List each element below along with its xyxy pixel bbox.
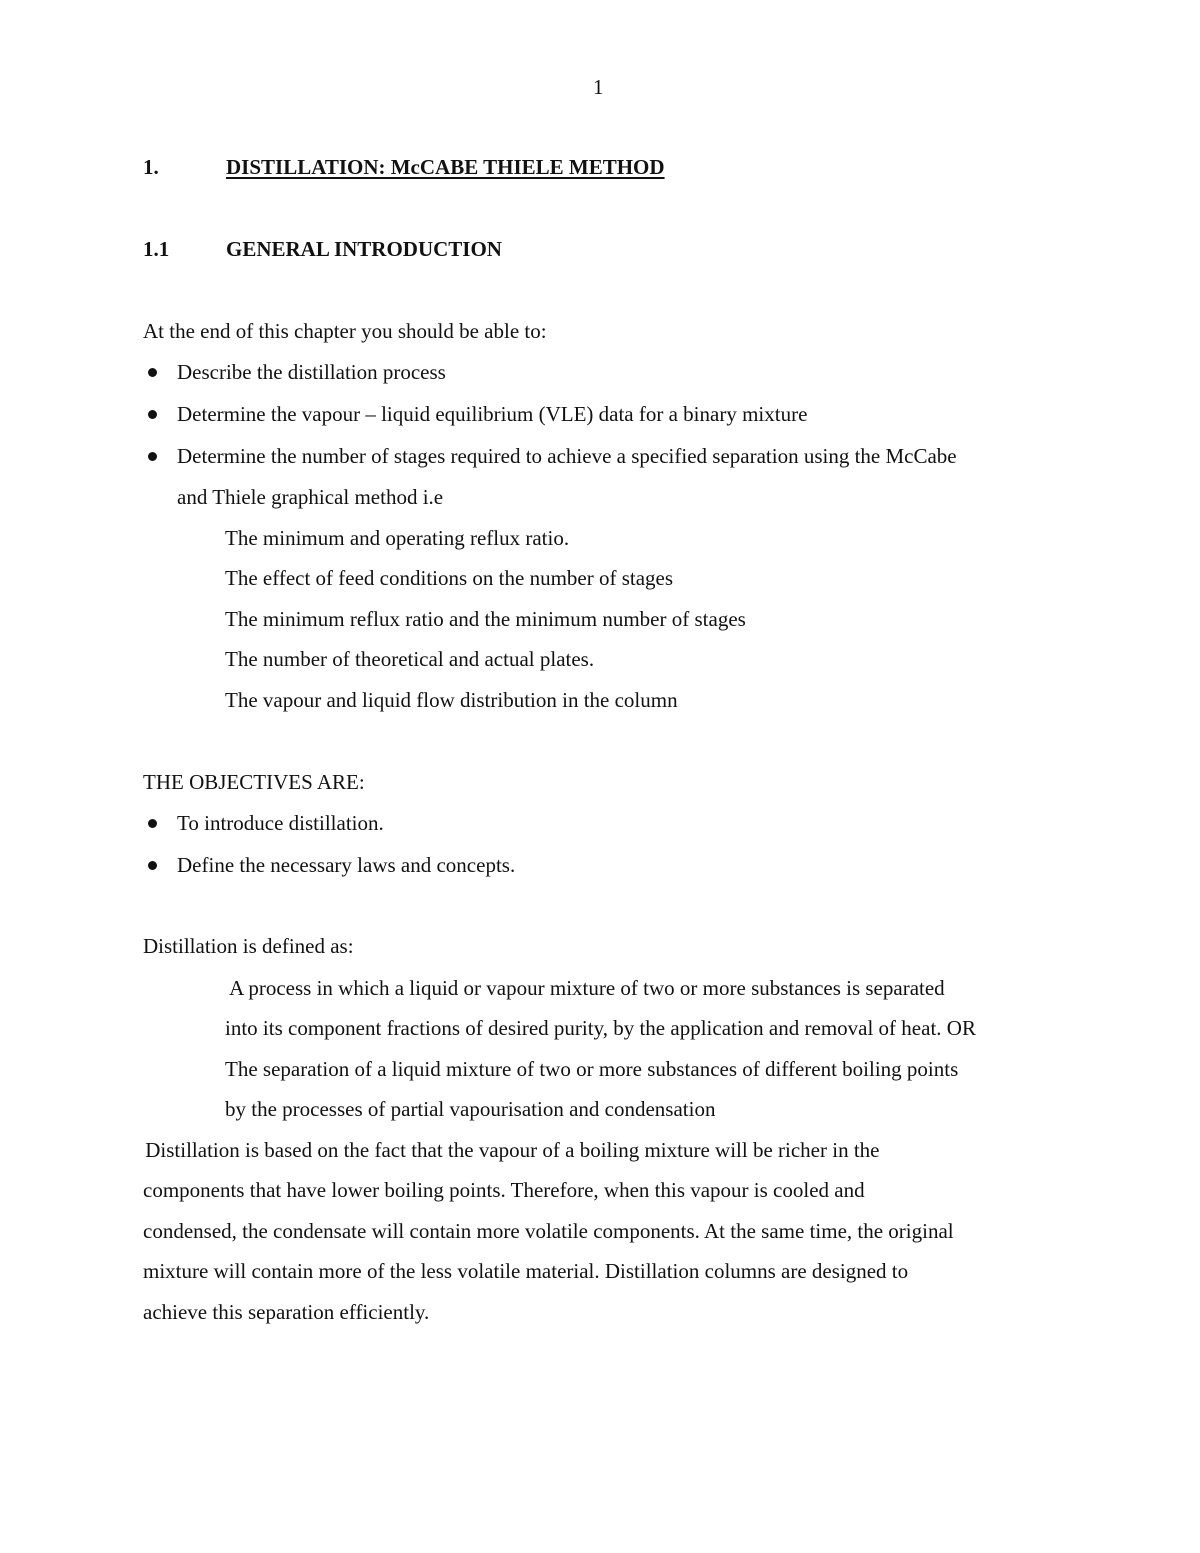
- definition-intro: Distillation is defined as:: [143, 934, 354, 958]
- objective-bullet-text: To introduce distillation.: [177, 811, 384, 835]
- outcome-bullet-1: [177, 360, 446, 384]
- outcome-bullet-continuation: and Thiele graphical method i.e: [177, 485, 444, 509]
- objective-bullet-2: [177, 853, 515, 877]
- definition-line-1: A process in which a liquid or vapour mixture of two or more substances is separated: [225, 976, 945, 1000]
- paragraph-line-4: mixture will contain more of the less volatile material. Distillation columns are designed to: [143, 1259, 909, 1283]
- bullet-icon: [148, 452, 157, 461]
- chapter-number: 1.: [143, 155, 159, 179]
- outcome-bullet-2: [177, 402, 807, 426]
- chapter-title: DISTILLATION: McCABE THIELE METHOD: [226, 155, 665, 179]
- objective-bullet-text: Define the necessary laws and concepts.: [177, 853, 516, 877]
- outcome-bullet-3: [177, 444, 957, 468]
- outcome-sub-item-4: The number of theoretical and actual plates.: [225, 647, 595, 671]
- page-number: 1: [593, 75, 604, 99]
- section-number: 1.1: [143, 237, 170, 261]
- objectives-heading: THE OBJECTIVES ARE:: [143, 770, 365, 794]
- bullet-icon: [148, 861, 157, 870]
- outcome-bullet-text: Determine the vapour – liquid equilibrium (VLE) data for a binary mixture: [177, 402, 808, 426]
- bullet-icon: [148, 368, 157, 377]
- outcome-sub-item-3: The minimum reflux ratio and the minimum number of stages: [225, 607, 746, 631]
- bullet-icon: [148, 410, 157, 419]
- outcome-bullet-text: Determine the number of stages required to achieve a specified separation using the McCabe: [177, 444, 957, 468]
- definition-line-3: The separation of a liquid mixture of two or more substances of different boiling points: [225, 1057, 959, 1081]
- outcome-sub-item-1: The minimum and operating reflux ratio.: [225, 526, 570, 550]
- outcome-sub-item-5: The vapour and liquid flow distribution in the column: [225, 688, 678, 712]
- bullet-icon: [148, 819, 157, 828]
- paragraph-line-1: Distillation is based on the fact that the vapour of a boiling mixture will be richer in the: [140, 1138, 880, 1162]
- paragraph-line-3: condensed, the condensate will contain more volatile components. At the same time, the original: [143, 1219, 954, 1243]
- outcome-sub-item-2: The effect of feed conditions on the number of stages: [225, 566, 674, 590]
- section-title: GENERAL INTRODUCTION: [226, 237, 502, 261]
- definition-line-2: into its component fractions of desired purity, by the application and removal of heat. OR: [225, 1016, 976, 1040]
- outcomes-intro: At the end of this chapter you should be able to:: [143, 319, 547, 343]
- objective-bullet-1: [177, 811, 384, 835]
- paragraph-line-5: achieve this separation efficiently.: [143, 1300, 430, 1324]
- outcome-bullet-text: Describe the distillation process: [177, 360, 446, 384]
- paragraph-line-2: components that have lower boiling points. Therefore, when this vapour is cooled and: [143, 1178, 865, 1202]
- definition-line-4: by the processes of partial vapourisation and condensation: [225, 1097, 716, 1121]
